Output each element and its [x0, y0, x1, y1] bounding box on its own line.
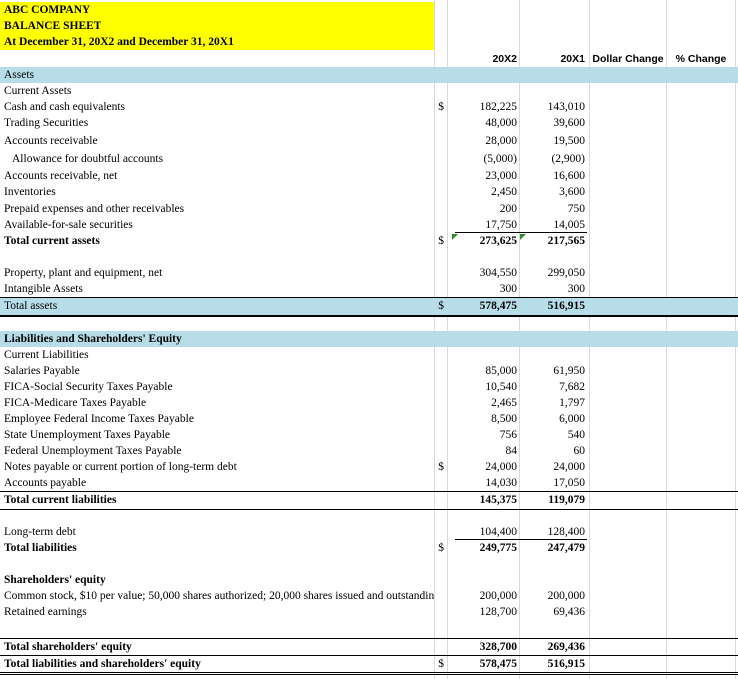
- table-row: [0, 475, 738, 491]
- row-label: State Unemployment Taxes Payable: [4, 429, 171, 441]
- assets-heading: Assets: [4, 69, 35, 81]
- row-label: Accounts receivable: [4, 135, 98, 147]
- total-equity-row: [0, 638, 738, 655]
- column-header-dollar-change: Dollar Change: [592, 53, 664, 65]
- value-20x2: 8,500: [491, 413, 517, 425]
- table-row: [0, 395, 738, 411]
- table-row: [0, 427, 738, 443]
- row-label: Common stock, $10 per value; 50,000 shares authorized; 20,000 shares issued and outstandin: [4, 590, 435, 602]
- value-20x1: 128,400: [547, 526, 585, 538]
- row-label: Notes payable or current portion of long-term debt: [4, 461, 237, 473]
- value-20x2: 300: [499, 283, 517, 295]
- total-current-liabilities-row: [0, 491, 738, 510]
- table-row: [0, 151, 738, 167]
- row-label: Intangible Assets: [4, 283, 83, 295]
- value-20x2: 304,550: [479, 267, 517, 279]
- value-20x2: 10,540: [485, 381, 517, 393]
- dollar-sign: $: [438, 300, 444, 312]
- value-20x2: 578,475: [479, 300, 517, 312]
- table-row: [0, 524, 738, 540]
- company-name: ABC COMPANY: [4, 4, 91, 16]
- liabilities-heading: Liabilities and Shareholders' Equity: [4, 333, 182, 345]
- value-20x2: (5,000): [483, 153, 517, 165]
- row-label: Total liabilities: [4, 542, 77, 554]
- value-20x2: 145,375: [479, 494, 517, 506]
- row-label: Accounts receivable, net: [4, 170, 118, 182]
- row-label: Employee Federal Income Taxes Payable: [4, 413, 194, 425]
- column-header-20x2: 20X2: [492, 53, 517, 65]
- value-20x2: 128,700: [479, 606, 517, 618]
- error-indicator: [452, 234, 458, 240]
- row-label: Federal Unemployment Taxes Payable: [4, 445, 182, 457]
- value-20x1: 516,915: [547, 300, 585, 312]
- table-row: [0, 459, 738, 475]
- value-20x1: 69,436: [553, 606, 585, 618]
- row-label: Total shareholders' equity: [4, 641, 132, 653]
- value-20x1: 300: [567, 283, 585, 295]
- value-20x2: 200: [499, 203, 517, 215]
- table-row: [0, 411, 738, 427]
- statement-period: At December 31, 20X2 and December 31, 20X1: [4, 36, 234, 48]
- table-row: [0, 184, 738, 200]
- section-header-liabilities: [0, 331, 738, 347]
- row-label: FICA-Social Security Taxes Payable: [4, 381, 173, 393]
- row-label: Inventories: [4, 186, 56, 198]
- column-header-row: [0, 51, 738, 67]
- column-header-20x1: 20X1: [560, 53, 585, 65]
- value-20x1: 60: [573, 445, 585, 457]
- table-row: [0, 265, 738, 281]
- value-20x2: 756: [499, 429, 517, 441]
- table-row: [0, 604, 738, 620]
- value-20x2: 2,465: [491, 397, 517, 409]
- table-row: [0, 379, 738, 395]
- value-20x2: 200,000: [479, 590, 517, 602]
- value-20x1: 269,436: [547, 641, 585, 653]
- row-label: FICA-Medicare Taxes Payable: [4, 397, 147, 409]
- statement-title: BALANCE SHEET: [4, 20, 102, 32]
- value-20x1: 7,682: [559, 381, 585, 393]
- value-20x1: 217,565: [547, 235, 585, 247]
- row-label: Allowance for doubtful accounts: [12, 153, 164, 165]
- row-label: Long-term debt: [4, 526, 76, 538]
- table-row: [0, 540, 738, 556]
- row-label: Retained earnings: [4, 606, 87, 618]
- table-row: [0, 443, 738, 459]
- value-20x1: 119,079: [548, 494, 585, 506]
- table-row: [0, 83, 738, 99]
- row-label: Property, plant and equipment, net: [4, 267, 163, 279]
- row-label: Total liabilities and shareholders' equity: [4, 658, 201, 670]
- table-row: [0, 99, 738, 115]
- value-20x2: 85,000: [485, 365, 517, 377]
- current-liabilities-heading: Current Liabilities: [4, 349, 89, 361]
- value-20x1: 3,600: [559, 186, 585, 198]
- equity-heading: Shareholders' equity: [4, 574, 106, 586]
- dollar-sign: $: [438, 542, 444, 554]
- value-20x2: 182,225: [479, 101, 517, 113]
- value-20x2: 2,450: [491, 186, 517, 198]
- value-20x1: 39,600: [553, 117, 585, 129]
- error-indicator: [520, 234, 526, 240]
- table-row: [0, 233, 738, 249]
- value-20x2: 48,000: [485, 117, 517, 129]
- value-20x1: 17,050: [553, 477, 585, 489]
- row-label: Available-for-sale securities: [4, 219, 133, 231]
- value-20x1: 24,000: [553, 461, 585, 473]
- value-20x2: 104,400: [479, 526, 517, 538]
- value-20x1: 19,500: [553, 135, 585, 147]
- table-row: [0, 168, 738, 184]
- value-20x1: 16,600: [553, 170, 585, 182]
- row-label: Accounts payable: [4, 477, 87, 489]
- value-20x2: 14,030: [485, 477, 517, 489]
- dollar-sign: $: [438, 101, 444, 113]
- section-header-assets: [0, 67, 738, 83]
- dollar-sign: $: [438, 658, 444, 670]
- total-liabilities-equity-row: [0, 655, 738, 675]
- value-20x1: 247,479: [547, 542, 585, 554]
- value-20x1: 750: [567, 203, 585, 215]
- value-20x1: 299,050: [547, 267, 585, 279]
- table-row: [0, 572, 738, 588]
- value-20x2: 24,000: [485, 461, 517, 473]
- table-row: [0, 217, 738, 233]
- current-assets-heading: Current Assets: [4, 85, 72, 97]
- value-20x1: 61,950: [553, 365, 585, 377]
- value-20x1: 6,000: [559, 413, 585, 425]
- value-20x2: 249,775: [479, 542, 517, 554]
- table-row: [0, 201, 738, 217]
- value-20x1: 1,797: [559, 397, 585, 409]
- row-label: Salaries Payable: [4, 365, 80, 377]
- value-20x1: 143,010: [547, 101, 585, 113]
- table-row: [0, 281, 738, 297]
- value-20x2: 273,625: [479, 235, 517, 247]
- value-20x2: 23,000: [485, 170, 517, 182]
- row-label: Cash and cash equivalents: [4, 101, 126, 113]
- total-assets-row: [0, 297, 738, 317]
- dollar-sign: $: [438, 461, 444, 473]
- table-row: [0, 363, 738, 379]
- table-row: [0, 133, 738, 149]
- value-20x1: (2,900): [551, 153, 585, 165]
- value-20x2: 84: [505, 445, 517, 457]
- value-20x2: 328,700: [479, 641, 517, 653]
- value-20x1: 516,915: [547, 658, 585, 670]
- row-label: Trading Securities: [4, 117, 89, 129]
- table-row: [0, 115, 738, 131]
- value-20x1: 540: [567, 429, 585, 441]
- dollar-sign: $: [438, 235, 444, 247]
- row-label: Total assets: [4, 300, 58, 312]
- row-label: Total current liabilities: [4, 494, 117, 506]
- column-header-pct-change: % Change: [675, 53, 727, 65]
- row-label: Total current assets: [4, 235, 100, 247]
- table-row: [0, 588, 738, 604]
- value-20x2: 28,000: [485, 135, 517, 147]
- title-block: [0, 2, 434, 50]
- value-20x2: 17,750: [485, 219, 517, 231]
- value-20x1: 200,000: [547, 590, 585, 602]
- value-20x1: 14,005: [553, 219, 585, 231]
- row-label: Prepaid expenses and other receivables: [4, 203, 185, 215]
- table-row: [0, 347, 738, 363]
- value-20x2: 578,475: [479, 658, 517, 670]
